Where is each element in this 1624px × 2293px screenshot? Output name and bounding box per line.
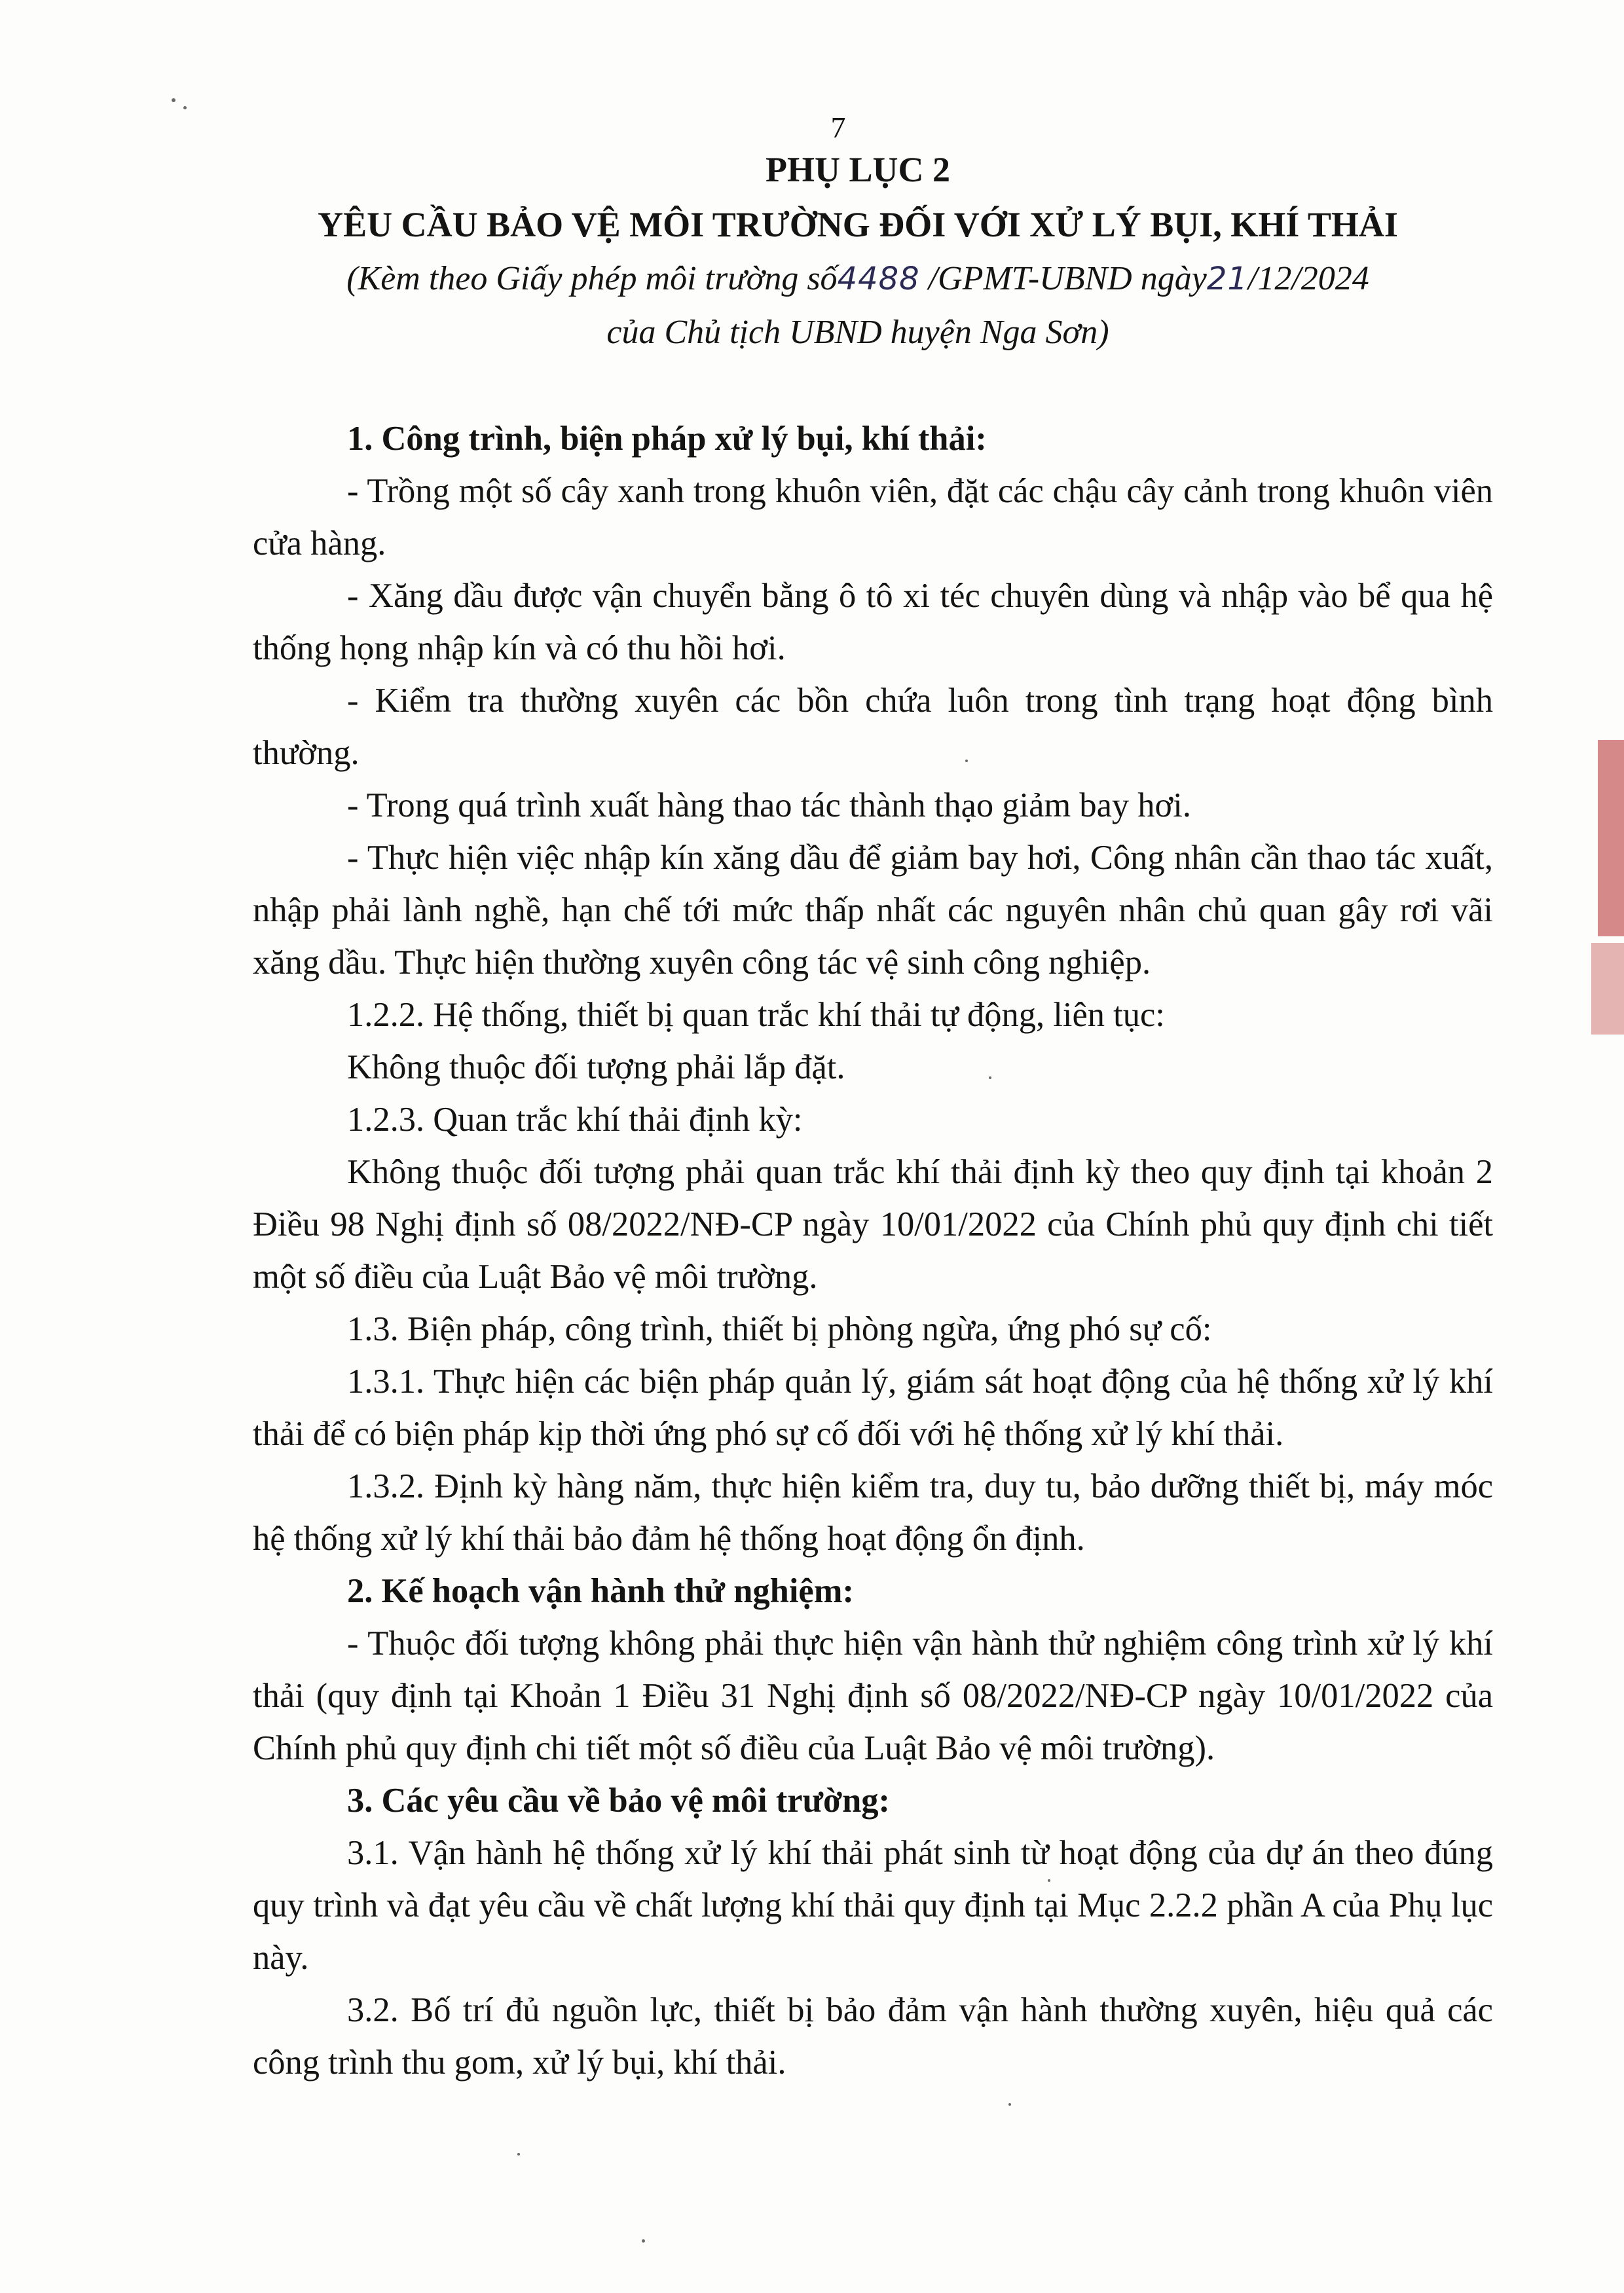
- body-paragraph: - Thực hiện việc nhập kín xăng dầu để giảm bay hơi, Công nhân cần thao tác xuất, nhập phải lành nghề, hạn chế tới mức thấp nhất các nguyên nhân chủ quan gây rơi vãi xăng dầu. Thực hiện thường xuyên công tác vệ sinh công nghiệp.: [253, 839, 1493, 981]
- section-heading-1: 1. Công trình, biện pháp xử lý bụi, khí thải:: [347, 420, 987, 458]
- scan-speck: [642, 2239, 645, 2243]
- body-paragraph: - Trong quá trình xuất hàng thao tác thành thạo giảm bay hơi.: [347, 786, 1191, 824]
- body-paragraph: 1.3.2. Định kỳ hàng năm, thực hiện kiểm tra, duy tu, bảo dưỡng thiết bị, máy móc hệ thống xử lý khí thải bảo đảm hệ thống hoạt động ổn định.: [253, 1467, 1493, 1558]
- subtitle-middle: /GPMT-UBND ngày: [919, 260, 1207, 297]
- body-paragraph: Không thuộc đối tượng phải lắp đặt.: [347, 1048, 845, 1086]
- edge-stamp-mark: [1598, 740, 1624, 936]
- document-title: YÊU CẦU BẢO VỆ MÔI TRƯỜNG ĐỐI VỚI XỬ LÝ BỤI, KHÍ THẢI: [318, 205, 1398, 244]
- subtitle-prefix: (Kèm theo Giấy phép môi trường số: [346, 260, 838, 297]
- body-paragraph: - Xăng dầu được vận chuyển bằng ô tô xi téc chuyên dùng và nhập vào bể qua hệ thống họng nhập kín và có thu hồi hơi.: [253, 577, 1493, 667]
- handwritten-day: 21: [1206, 261, 1248, 297]
- handwritten-permit-number: 4488: [837, 261, 920, 297]
- body-paragraph: 1.2.2. Hệ thống, thiết bị quan trắc khí thải tự động, liên tục:: [347, 996, 1165, 1034]
- scan-speck: [1048, 1879, 1050, 1882]
- body-paragraph: 1.3. Biện pháp, công trình, thiết bị phòng ngừa, ứng phó sự cố:: [347, 1310, 1212, 1348]
- body-paragraph: 3.1. Vận hành hệ thống xử lý khí thải phát sinh từ hoạt động của dự án theo đúng quy trình và đạt yêu cầu về chất lượng khí thải quy định tại Mục 2.2.2 phần A của Phụ lục này.: [253, 1834, 1493, 1977]
- document-body: [253, 413, 1493, 2089]
- scan-speck: [989, 1076, 991, 1079]
- subtitle-suffix: /12/2024: [1247, 260, 1369, 297]
- body-paragraph: - Trồng một số cây xanh trong khuôn viên, đặt các chậu cây cảnh trong khuôn viên cửa hàng.: [253, 472, 1493, 562]
- scan-speck: [965, 760, 968, 762]
- page-number: 7: [830, 111, 846, 144]
- body-paragraph: 3.2. Bố trí đủ nguồn lực, thiết bị bảo đảm vận hành thường xuyên, hiệu quả các công trình thu gom, xử lý bụi, khí thải.: [253, 1991, 1493, 2082]
- scan-speck: [517, 2153, 520, 2155]
- body-paragraph: 1.2.3. Quan trắc khí thải định kỳ:: [347, 1101, 803, 1139]
- scan-speck: [172, 98, 175, 102]
- subtitle-line-2: của Chủ tịch UBND huyện Nga Sơn): [606, 314, 1109, 351]
- body-paragraph: - Thuộc đối tượng không phải thực hiện vận hành thử nghiệm công trình xử lý khí thải (quy định tại Khoản 1 Điều 31 Nghị định số 08/2022/NĐ-CP ngày 10/01/2022 của Chính phủ quy định chi tiết một số điều của Luật Bảo vệ môi trường).: [253, 1624, 1493, 1767]
- section-heading-2: 2. Kế hoạch vận hành thử nghiệm:: [347, 1572, 854, 1610]
- scan-speck: [1008, 2103, 1011, 2106]
- body-paragraph: - Kiểm tra thường xuyên các bồn chứa luôn trong tình trạng hoạt động bình thường.: [253, 682, 1493, 772]
- body-paragraph: Không thuộc đối tượng phải quan trắc khí thải định kỳ theo quy định tại khoản 2 Điều 98 Nghị định số 08/2022/NĐ-CP ngày 10/01/2022 của Chính phủ quy định chi tiết một số điều của Luật Bảo vệ môi trường.: [253, 1153, 1493, 1296]
- appendix-title: PHỤ LỤC 2: [766, 150, 950, 189]
- subtitle-line-1: [0, 259, 1624, 298]
- section-heading-3: 3. Các yêu cầu về bảo vệ môi trường:: [347, 1782, 891, 1820]
- edge-stamp-mark: [1591, 943, 1624, 1035]
- body-paragraph: 1.3.1. Thực hiện các biện pháp quản lý, giám sát hoạt động của hệ thống xử lý khí thải để có biện pháp kịp thời ứng phó sự cố đối với hệ thống xử lý khí thải.: [253, 1363, 1493, 1453]
- scan-speck: [183, 106, 187, 109]
